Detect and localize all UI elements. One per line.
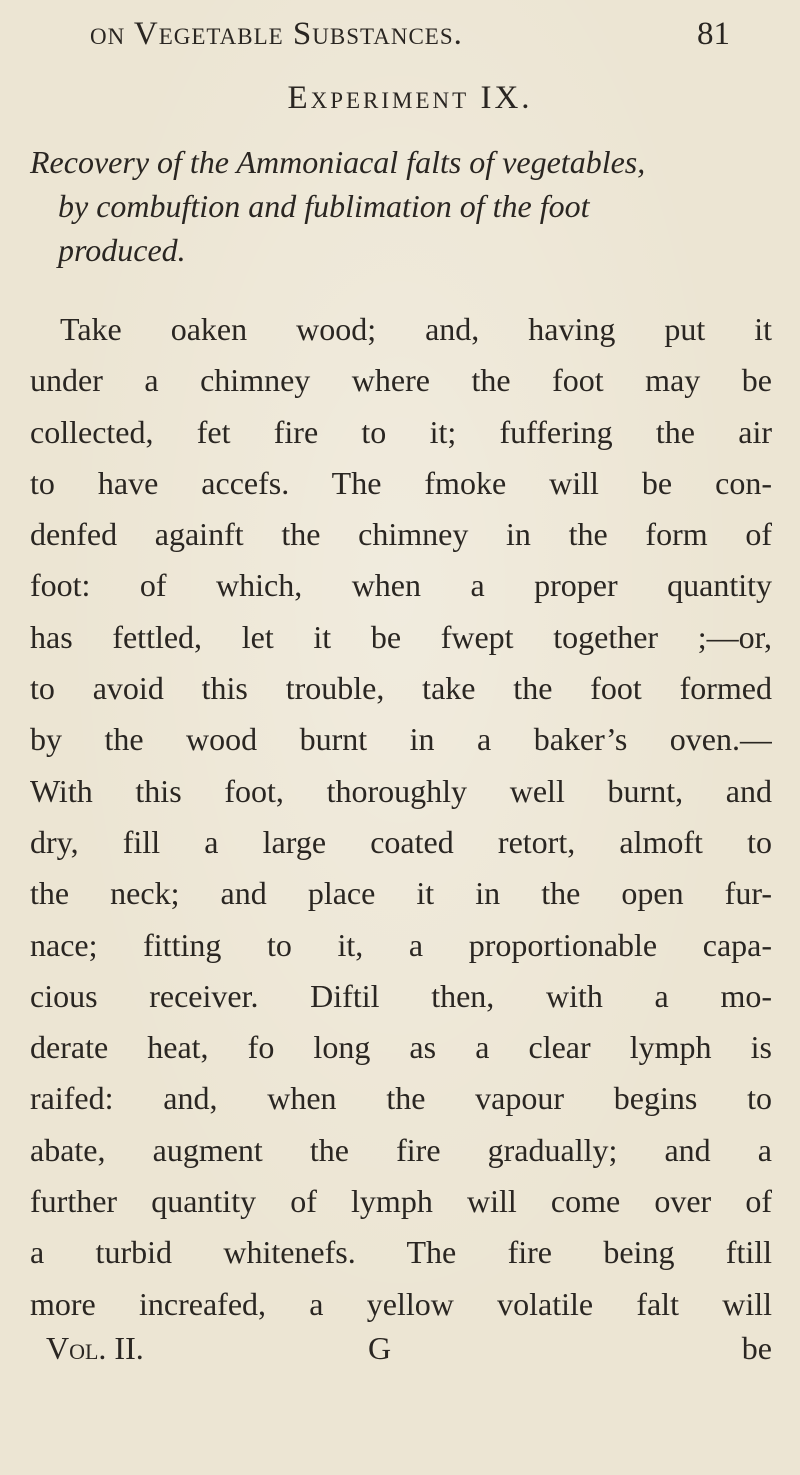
- text-line: by the wood burnt in a baker’s oven.—: [30, 721, 772, 758]
- text-line: denfed againft the chimney in the form of: [30, 516, 772, 553]
- volume-mark: Vol. II.: [46, 1330, 144, 1366]
- text-line: a turbid whitenefs. The fire being ftill: [30, 1234, 772, 1271]
- text-line: to avoid this trouble, take the foot formed: [30, 670, 772, 707]
- text-line: has fettled, let it be fwept together ;—or,: [30, 618, 772, 655]
- text-line: further quantity of lymph will come over of: [30, 1183, 772, 1220]
- subtitle-line: Recovery of the Ammoniacal falts of vegetables,: [30, 144, 646, 180]
- text-line: derate heat, fo long as a clear lymph is: [30, 1029, 772, 1066]
- running-head: [90, 16, 730, 56]
- page-footer: [30, 1330, 772, 1374]
- text-line: more increafed, a yellow volatile falt will: [30, 1285, 772, 1322]
- subtitle-line: by combuftion and fublimation of the foot: [58, 188, 590, 224]
- text-line: the neck; and place it in the open fur-: [30, 875, 772, 912]
- signature-mark: G: [368, 1330, 392, 1366]
- body-paragraph: [30, 304, 772, 1330]
- experiment-subtitle: [30, 140, 770, 272]
- catchword: be: [741, 1330, 772, 1366]
- text-line: nace; fitting to it, a proportionable capa-: [30, 926, 772, 963]
- text-line: raifed: and, when the vapour begins to: [30, 1080, 772, 1117]
- experiment-heading: Experiment IX.: [287, 80, 533, 116]
- text-line: Take oaken wood; and, having put it: [60, 311, 772, 347]
- text-line: cious receiver. Diftil then, with a mo-: [30, 977, 772, 1014]
- running-head-title: on Vegetable Substances.: [90, 16, 463, 52]
- subtitle-line: produced.: [58, 232, 186, 268]
- text-line: foot: of which, when a proper quantity: [30, 567, 772, 604]
- page-number: 81: [697, 16, 730, 52]
- text-line: to have accefs. The fmoke will be con-: [30, 464, 772, 501]
- text-line: under a chimney where the foot may be: [30, 362, 772, 399]
- text-line: dry, fill a large coated retort, almoft to: [30, 823, 772, 860]
- text-line: With this foot, thoroughly well burnt, and: [30, 772, 772, 809]
- text-line: abate, augment the fire gradually; and a: [30, 1131, 772, 1168]
- text-line: collected, fet fire to it; fuffering the air: [30, 413, 772, 450]
